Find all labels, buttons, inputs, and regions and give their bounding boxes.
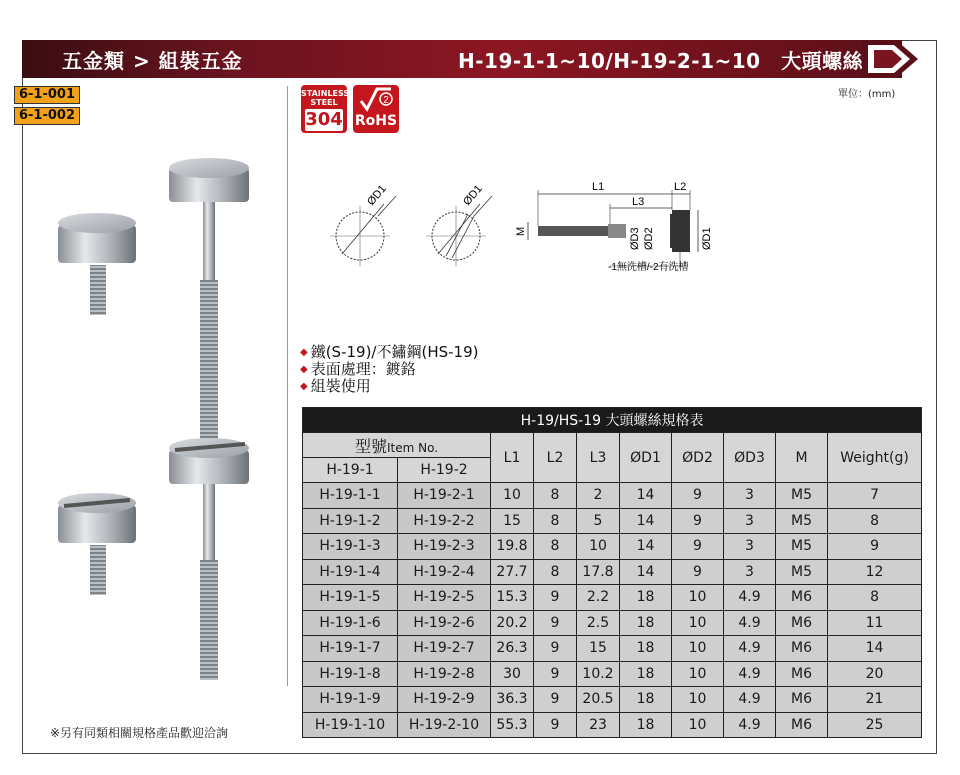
table-cell: M5 — [776, 508, 828, 534]
table-cell: 10 — [491, 483, 534, 509]
table-cell: H-19-2-7 — [398, 636, 491, 662]
col-header: ØD1 — [620, 433, 672, 483]
table-cell: 23 — [577, 712, 620, 738]
table-cell: 4.9 — [724, 712, 776, 738]
table-cell: 15 — [577, 636, 620, 662]
table-cell: 30 — [491, 661, 534, 687]
model-header: 型號Item No. — [303, 433, 491, 458]
table-cell: 10 — [672, 610, 724, 636]
dim-m-label: M — [515, 226, 527, 236]
table-cell: H-19-1-10 — [303, 712, 398, 738]
table-cell: 25 — [828, 712, 922, 738]
table-cell: 10 — [672, 585, 724, 611]
table-cell: H-19-2-4 — [398, 559, 491, 585]
table-cell: 18 — [620, 610, 672, 636]
technical-drawing — [320, 170, 720, 280]
table-cell: 3 — [724, 483, 776, 509]
table-cell: H-19-2-10 — [398, 712, 491, 738]
col-header: H-19-1 — [303, 458, 398, 483]
table-cell: 3 — [724, 534, 776, 560]
table-cell: 2.2 — [577, 585, 620, 611]
table-cell: 10 — [672, 687, 724, 713]
table-cell: 11 — [828, 610, 922, 636]
table-cell: 10 — [577, 534, 620, 560]
table-cell: 3 — [724, 508, 776, 534]
table-cell: 55.3 — [491, 712, 534, 738]
table-cell: 4.9 — [724, 585, 776, 611]
table-cell: M6 — [776, 687, 828, 713]
col-header: Weight(g) — [828, 433, 922, 483]
badge-text: STEEL — [310, 98, 338, 107]
table-cell: 21 — [828, 687, 922, 713]
table-cell: 10.2 — [577, 661, 620, 687]
col-header: H-19-2 — [398, 458, 491, 483]
table-cell: 20 — [828, 661, 922, 687]
table-cell: 18 — [620, 585, 672, 611]
table-cell: H-19-1-7 — [303, 636, 398, 662]
unit-label: 單位：(mm) — [838, 89, 896, 100]
table-cell: 9 — [672, 508, 724, 534]
table-row — [303, 636, 922, 662]
dim-d1-label: ØD1 — [461, 182, 485, 208]
table-cell: 14 — [620, 508, 672, 534]
table-cell: 7 — [828, 483, 922, 509]
table-cell: H-19-2-9 — [398, 687, 491, 713]
table-cell: 20.2 — [491, 610, 534, 636]
badge-text: STAINLESS — [301, 89, 350, 98]
table-cell: M5 — [776, 483, 828, 509]
table-cell: 14 — [620, 534, 672, 560]
table-row — [303, 585, 922, 611]
table-cell: H-19-1-8 — [303, 661, 398, 687]
table-cell: H-19-1-2 — [303, 508, 398, 534]
table-cell: 15 — [491, 508, 534, 534]
dim-l1-label: L1 — [592, 181, 605, 193]
table-row — [303, 483, 922, 509]
svg-text:2: 2 — [383, 95, 389, 106]
table-cell: M6 — [776, 661, 828, 687]
badge-grade: 304 — [305, 109, 343, 130]
badge-text: RoHS — [354, 113, 398, 129]
table-cell: 20.5 — [577, 687, 620, 713]
table-cell: M6 — [776, 636, 828, 662]
spec-item: ◆ 鐵(S-19)/不鏽鋼(HS-19) — [300, 343, 479, 361]
table-cell: 18 — [620, 661, 672, 687]
rohs-badge — [353, 85, 399, 133]
table-cell: 12 — [828, 559, 922, 585]
table-cell: H-19-2-1 — [398, 483, 491, 509]
spec-table — [302, 407, 922, 738]
table-cell: 9 — [534, 712, 577, 738]
dim-d1-label: ØD1 — [701, 227, 713, 250]
table-cell: M6 — [776, 610, 828, 636]
table-cell: 8 — [828, 585, 922, 611]
stainless-badge — [301, 85, 350, 133]
col-header: L3 — [577, 433, 620, 483]
table-cell: 2 — [577, 483, 620, 509]
table-title: H-19/HS-19 大頭螺絲規格表 — [303, 408, 922, 433]
table-cell: 4.9 — [724, 661, 776, 687]
table-cell: 4.9 — [724, 610, 776, 636]
table-cell: H-19-2-5 — [398, 585, 491, 611]
dim-d3-label: ØD3 — [629, 227, 641, 250]
spec-item: ◆ 組裝使用 — [300, 377, 371, 395]
code-tag: 6-1-001 — [14, 86, 80, 104]
col-header: M — [776, 433, 828, 483]
table-cell: 8 — [534, 559, 577, 585]
table-cell: 9 — [534, 687, 577, 713]
table-cell: M5 — [776, 534, 828, 560]
table-cell: H-19-1-5 — [303, 585, 398, 611]
dim-d1-label: ØD1 — [365, 182, 389, 208]
table-cell: 14 — [620, 483, 672, 509]
table-cell: 9 — [534, 661, 577, 687]
table-cell: 18 — [620, 687, 672, 713]
table-cell: H-19-1-4 — [303, 559, 398, 585]
table-cell: H-19-2-8 — [398, 661, 491, 687]
header-arrow-icon — [862, 37, 922, 81]
table-cell: 9 — [534, 636, 577, 662]
table-cell: H-19-1-9 — [303, 687, 398, 713]
table-cell: 4.9 — [724, 687, 776, 713]
footnote: ※另有同類相關規格產品歡迎洽詢 — [50, 726, 229, 740]
drawing-note: -1無洗槽/-2有洗槽 — [608, 262, 689, 273]
table-cell: H-19-2-6 — [398, 610, 491, 636]
table-row — [303, 687, 922, 713]
product-photo — [50, 150, 270, 710]
spec-item: ◆ 表面處理：鍍鉻 — [300, 360, 416, 378]
table-cell: 9 — [672, 559, 724, 585]
table-cell: M6 — [776, 712, 828, 738]
table-cell: 18 — [620, 712, 672, 738]
table-cell: 14 — [620, 559, 672, 585]
dim-l2-label: L2 — [674, 181, 687, 193]
product-title: H-19-1-1~10/H-19-2-1~10 大頭螺絲 — [458, 49, 864, 73]
table-cell: 15.3 — [491, 585, 534, 611]
table-cell: M6 — [776, 585, 828, 611]
table-cell: 9 — [828, 534, 922, 560]
check-icon — [353, 85, 399, 113]
table-cell: H-19-2-2 — [398, 508, 491, 534]
dim-l3-label: L3 — [632, 196, 645, 208]
table-row — [303, 661, 922, 687]
table-row — [303, 712, 922, 738]
table-cell: H-19-1-1 — [303, 483, 398, 509]
table-row — [303, 508, 922, 534]
col-header: L1 — [491, 433, 534, 483]
table-cell: 14 — [828, 636, 922, 662]
table-cell: M5 — [776, 559, 828, 585]
table-cell: H-19-2-3 — [398, 534, 491, 560]
table-cell: 8 — [534, 483, 577, 509]
table-cell: 8 — [828, 508, 922, 534]
table-cell: 4.9 — [724, 636, 776, 662]
code-tag: 6-1-002 — [14, 107, 80, 125]
table-cell: 9 — [672, 534, 724, 560]
col-header: ØD3 — [724, 433, 776, 483]
category-title: 五金類 > 組裝五金 — [62, 49, 243, 73]
table-cell: 9 — [534, 610, 577, 636]
table-row — [303, 534, 922, 560]
table-cell: 2.5 — [577, 610, 620, 636]
dim-d2-label: ØD2 — [643, 227, 655, 250]
divider — [287, 86, 288, 686]
table-cell: 9 — [672, 483, 724, 509]
table-cell: 10 — [672, 636, 724, 662]
table-row — [303, 610, 922, 636]
table-cell: 8 — [534, 508, 577, 534]
table-cell: 5 — [577, 508, 620, 534]
table-cell: 8 — [534, 534, 577, 560]
col-header: ØD2 — [672, 433, 724, 483]
table-cell: 9 — [534, 585, 577, 611]
table-cell: 27.7 — [491, 559, 534, 585]
table-cell: H-19-1-6 — [303, 610, 398, 636]
col-header: L2 — [534, 433, 577, 483]
table-cell: 17.8 — [577, 559, 620, 585]
table-cell: 10 — [672, 661, 724, 687]
table-cell: 18 — [620, 636, 672, 662]
spec-list — [300, 344, 479, 395]
table-cell: 36.3 — [491, 687, 534, 713]
table-row — [303, 559, 922, 585]
table-cell: 26.3 — [491, 636, 534, 662]
table-cell: 3 — [724, 559, 776, 585]
table-cell: H-19-1-3 — [303, 534, 398, 560]
table-cell: 19.8 — [491, 534, 534, 560]
table-cell: 10 — [672, 712, 724, 738]
